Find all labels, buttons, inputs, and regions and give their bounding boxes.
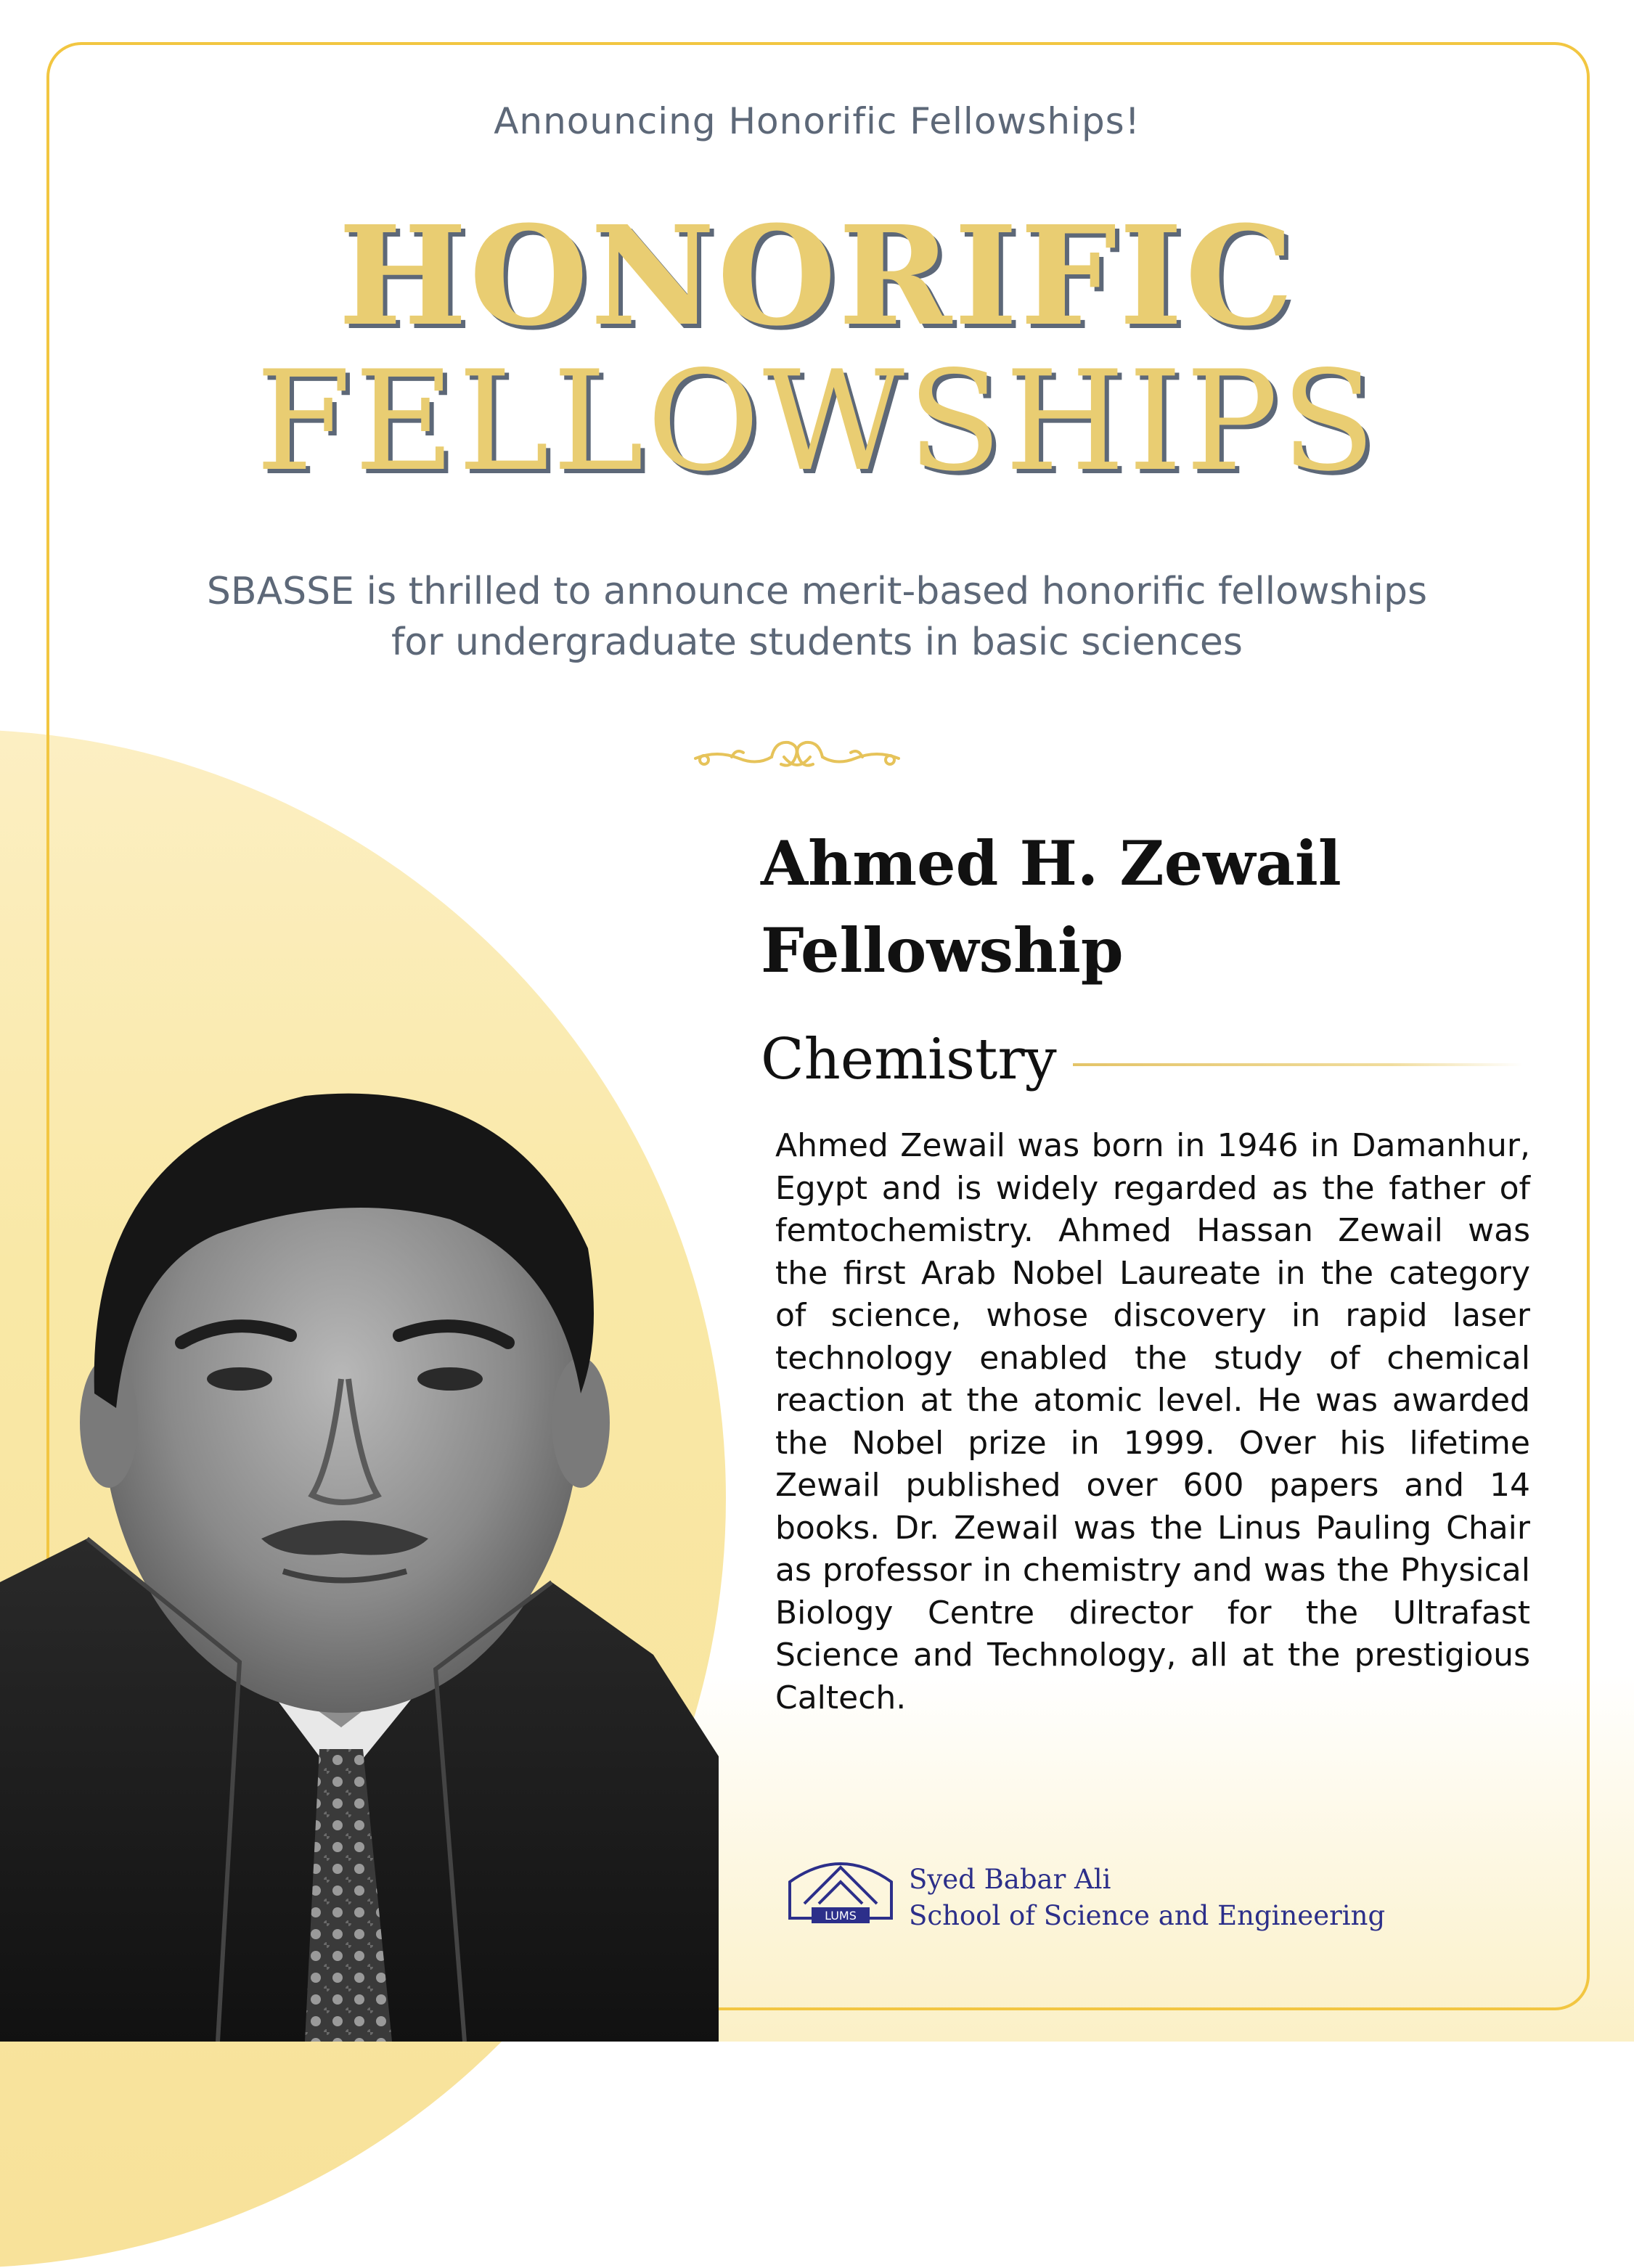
lums-logo-icon [783,1849,899,1929]
logo-text: LUMS [825,1909,857,1923]
subtitle-line-2: for undergraduate students in basic sciences [391,621,1243,664]
portrait-photo [0,1031,719,2042]
announcement-text: Announcing Honorific Fellowships! [494,100,1140,142]
fellowship-subject: Chemistry [761,1027,1057,1092]
fellowship-name-line-1: Ahmed H. Zewail [761,827,1341,899]
ornament-icon [688,728,906,786]
school-name-line-1: Syed Babar Ali [909,1864,1111,1895]
school-name-line-2: School of Science and Engineering [909,1900,1386,1931]
title-line-2: FELLOWSHIPS [256,341,1378,502]
fellowship-bio: Ahmed Zewail was born in 1946 in Damanhur, Egypt and is widely regarded as the father of femtochemistry. Ahmed Hassan Zewail was the first Arab Nobel Laureate in the category of science, whose discovery in rapid laser technology enabled the study of chemical reaction at the atomic level. He was awarded the Nobel prize in 1999. Over his lifetime Zewail published over 600 papers and 14 books. Dr. Zewail was the Linus Pauling Chair as professor in chemistry and was the Physical Biology Centre director for the Ultrafast Science and Technology, all at the prestigious Caltech. [775,1127,1530,1716]
subject-divider [1073,1063,1523,1066]
fellowship-name-line-2: Fellowship [761,914,1124,986]
title-line-1: HONORIFIC [338,196,1296,356]
subtitle-line-1: SBASSE is thrilled to announce merit-based honorific fellowships [206,570,1428,613]
